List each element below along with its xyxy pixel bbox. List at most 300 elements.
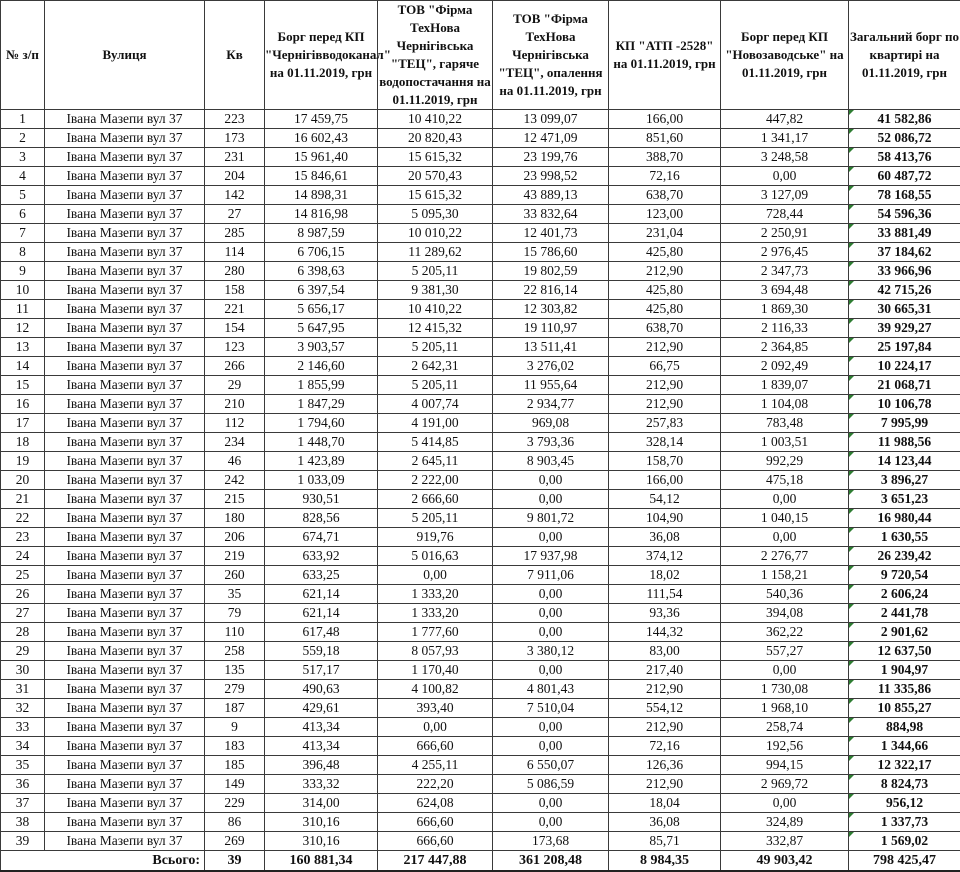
apartment-cell: 215 [205,490,265,509]
header-apartment: Кв [205,1,265,110]
novozavodske-cell: 0,00 [721,167,849,186]
total-cell: 26 239,42 [849,547,960,566]
header-vodokanal-debt: Борг перед КП "Чернігівводоканал" на 01.11.2019, грн [265,1,378,110]
row-number: 37 [1,794,45,813]
apartment-cell: 221 [205,300,265,319]
total-cell: 10 224,17 [849,357,960,376]
hot-water-cell: 0,00 [378,718,493,737]
novozavodske-cell: 992,29 [721,452,849,471]
hot-water-cell: 1 777,60 [378,623,493,642]
table-row [1,737,960,756]
total-cell: 956,12 [849,794,960,813]
apartment-cell: 204 [205,167,265,186]
apartment-cell: 112 [205,414,265,433]
atp-cell: 425,80 [609,300,721,319]
row-number: 6 [1,205,45,224]
row-number: 39 [1,832,45,851]
street-cell: Івана Мазепи вул 37 [45,528,205,547]
table-row [1,433,960,452]
atp-cell: 166,00 [609,110,721,129]
vodokanal-cell: 413,34 [265,737,378,756]
hot-water-cell: 10 410,22 [378,300,493,319]
table-row [1,243,960,262]
street-cell: Івана Мазепи вул 37 [45,357,205,376]
table-row [1,547,960,566]
hot-water-cell: 624,08 [378,794,493,813]
total-cell: 2 606,24 [849,585,960,604]
row-number: 35 [1,756,45,775]
novozavodske-cell: 1 839,07 [721,376,849,395]
apartment-cell: 242 [205,471,265,490]
hot-water-cell: 222,20 [378,775,493,794]
novozavodske-cell: 362,22 [721,623,849,642]
apartment-cell: 135 [205,661,265,680]
total-cell: 3 651,23 [849,490,960,509]
atp-cell: 166,00 [609,471,721,490]
street-cell: Івана Мазепи вул 37 [45,813,205,832]
row-number: 25 [1,566,45,585]
atp-cell: 104,90 [609,509,721,528]
atp-cell: 212,90 [609,775,721,794]
atp-cell: 257,83 [609,414,721,433]
heating-cell: 0,00 [493,794,609,813]
row-number: 7 [1,224,45,243]
table-row [1,604,960,623]
heating-cell: 23 199,76 [493,148,609,167]
novozavodske-cell: 258,74 [721,718,849,737]
atp-cell: 158,70 [609,452,721,471]
novozavodske-cell: 3 248,58 [721,148,849,167]
row-number: 1 [1,110,45,129]
heating-cell: 43 889,13 [493,186,609,205]
apartment-cell: 35 [205,585,265,604]
table-row [1,224,960,243]
heating-cell: 969,08 [493,414,609,433]
apartment-cell: 231 [205,148,265,167]
row-number: 8 [1,243,45,262]
vodokanal-cell: 6 397,54 [265,281,378,300]
atp-cell: 212,90 [609,718,721,737]
novozavodske-cell: 394,08 [721,604,849,623]
street-cell: Івана Мазепи вул 37 [45,604,205,623]
row-number: 2 [1,129,45,148]
vodokanal-cell: 15 846,61 [265,167,378,186]
apartment-cell: 9 [205,718,265,737]
total-cell: 16 980,44 [849,509,960,528]
novozavodske-cell: 1 341,17 [721,129,849,148]
hot-water-cell: 10 010,22 [378,224,493,243]
vodokanal-cell: 14 898,31 [265,186,378,205]
row-number: 17 [1,414,45,433]
hot-water-cell: 8 057,93 [378,642,493,661]
street-cell: Івана Мазепи вул 37 [45,642,205,661]
street-cell: Івана Мазепи вул 37 [45,623,205,642]
table-row [1,832,960,851]
atp-cell: 66,75 [609,357,721,376]
total-cell: 60 487,72 [849,167,960,186]
summary-total: 798 425,47 [849,851,960,872]
vodokanal-cell: 310,16 [265,813,378,832]
vodokanal-cell: 1 423,89 [265,452,378,471]
row-number: 30 [1,661,45,680]
atp-cell: 212,90 [609,395,721,414]
hot-water-cell: 10 410,22 [378,110,493,129]
heating-cell: 9 801,72 [493,509,609,528]
total-cell: 9 720,54 [849,566,960,585]
vodokanal-cell: 14 816,98 [265,205,378,224]
heating-cell: 4 801,43 [493,680,609,699]
apartment-cell: 285 [205,224,265,243]
street-cell: Івана Мазепи вул 37 [45,661,205,680]
atp-cell: 425,80 [609,281,721,300]
hot-water-cell: 5 205,11 [378,509,493,528]
heating-cell: 3 276,02 [493,357,609,376]
atp-cell: 83,00 [609,642,721,661]
vodokanal-cell: 1 033,09 [265,471,378,490]
total-cell: 25 197,84 [849,338,960,357]
apartment-cell: 79 [205,604,265,623]
hot-water-cell: 11 289,62 [378,243,493,262]
apartment-cell: 223 [205,110,265,129]
apartment-cell: 266 [205,357,265,376]
vodokanal-cell: 1 448,70 [265,433,378,452]
novozavodske-cell: 783,48 [721,414,849,433]
apartment-cell: 142 [205,186,265,205]
vodokanal-cell: 333,32 [265,775,378,794]
street-cell: Івана Мазепи вул 37 [45,167,205,186]
novozavodske-cell: 2 250,91 [721,224,849,243]
atp-cell: 212,90 [609,338,721,357]
total-cell: 21 068,71 [849,376,960,395]
novozavodske-cell: 1 104,08 [721,395,849,414]
apartment-cell: 46 [205,452,265,471]
vodokanal-cell: 15 961,40 [265,148,378,167]
heating-cell: 2 934,77 [493,395,609,414]
street-cell: Івана Мазепи вул 37 [45,566,205,585]
heating-cell: 0,00 [493,718,609,737]
total-cell: 52 086,72 [849,129,960,148]
apartment-cell: 180 [205,509,265,528]
total-cell: 1 569,02 [849,832,960,851]
table-row [1,585,960,604]
vodokanal-cell: 490,63 [265,680,378,699]
row-number: 13 [1,338,45,357]
row-number: 21 [1,490,45,509]
atp-cell: 85,71 [609,832,721,851]
vodokanal-cell: 8 987,59 [265,224,378,243]
street-cell: Івана Мазепи вул 37 [45,452,205,471]
hot-water-cell: 2 642,31 [378,357,493,376]
row-number: 34 [1,737,45,756]
total-cell: 8 824,73 [849,775,960,794]
table-row [1,148,960,167]
novozavodske-cell: 557,27 [721,642,849,661]
atp-cell: 212,90 [609,680,721,699]
row-number: 36 [1,775,45,794]
heating-cell: 15 786,60 [493,243,609,262]
novozavodske-cell: 1 730,08 [721,680,849,699]
street-cell: Івана Мазепи вул 37 [45,794,205,813]
table-row [1,300,960,319]
table-row [1,794,960,813]
atp-cell: 126,36 [609,756,721,775]
atp-cell: 18,04 [609,794,721,813]
table-row [1,395,960,414]
total-cell: 884,98 [849,718,960,737]
table-row [1,281,960,300]
vodokanal-cell: 429,61 [265,699,378,718]
street-cell: Івана Мазепи вул 37 [45,737,205,756]
hot-water-cell: 666,60 [378,832,493,851]
header-atp-debt: КП "АТП -2528" на 01.11.2019, грн [609,1,721,110]
table-row [1,452,960,471]
atp-cell: 328,14 [609,433,721,452]
apartment-cell: 210 [205,395,265,414]
heating-cell: 0,00 [493,585,609,604]
hot-water-cell: 15 615,32 [378,186,493,205]
total-cell: 1 344,66 [849,737,960,756]
total-cell: 2 441,78 [849,604,960,623]
total-cell: 14 123,44 [849,452,960,471]
heating-cell: 33 832,64 [493,205,609,224]
apartment-cell: 280 [205,262,265,281]
table-row [1,338,960,357]
street-cell: Івана Мазепи вул 37 [45,699,205,718]
atp-cell: 54,12 [609,490,721,509]
summary-label: Всього: [1,851,205,872]
street-cell: Івана Мазепи вул 37 [45,129,205,148]
atp-cell: 851,60 [609,129,721,148]
novozavodske-cell: 192,56 [721,737,849,756]
summary-vodokanal: 160 881,34 [265,851,378,872]
hot-water-cell: 1 333,20 [378,604,493,623]
atp-cell: 638,70 [609,186,721,205]
heating-cell: 3 793,36 [493,433,609,452]
hot-water-cell: 12 415,32 [378,319,493,338]
heating-cell: 17 937,98 [493,547,609,566]
total-cell: 37 184,62 [849,243,960,262]
header-heating-debt: ТОВ "Фірма ТехНова Чернігівська "ТЕЦ", опалення на 01.11.2019, грн [493,1,609,110]
total-cell: 11 988,56 [849,433,960,452]
summary-apartment-count: 39 [205,851,265,872]
total-cell: 3 896,27 [849,471,960,490]
apartment-cell: 183 [205,737,265,756]
hot-water-cell: 2 645,11 [378,452,493,471]
street-cell: Івана Мазепи вул 37 [45,585,205,604]
table-row [1,471,960,490]
table-row [1,718,960,737]
street-cell: Івана Мазепи вул 37 [45,471,205,490]
street-cell: Івана Мазепи вул 37 [45,547,205,566]
heating-cell: 13 099,07 [493,110,609,129]
heating-cell: 7 911,06 [493,566,609,585]
vodokanal-cell: 621,14 [265,604,378,623]
header-street: Вулиця [45,1,205,110]
table-row [1,509,960,528]
heating-cell: 19 802,59 [493,262,609,281]
total-cell: 39 929,27 [849,319,960,338]
vodokanal-cell: 1 847,29 [265,395,378,414]
street-cell: Івана Мазепи вул 37 [45,756,205,775]
atp-cell: 212,90 [609,262,721,281]
table-row [1,661,960,680]
apartment-cell: 187 [205,699,265,718]
row-number: 4 [1,167,45,186]
atp-cell: 638,70 [609,319,721,338]
total-cell: 41 582,86 [849,110,960,129]
apartment-cell: 154 [205,319,265,338]
total-cell: 30 665,31 [849,300,960,319]
table-row [1,319,960,338]
table-row [1,775,960,794]
header-number: № з/п [1,1,45,110]
row-number: 10 [1,281,45,300]
atp-cell: 554,12 [609,699,721,718]
heating-cell: 3 380,12 [493,642,609,661]
atp-cell: 425,80 [609,243,721,262]
hot-water-cell: 5 016,63 [378,547,493,566]
street-cell: Івана Мазепи вул 37 [45,376,205,395]
street-cell: Івана Мазепи вул 37 [45,832,205,851]
street-cell: Івана Мазепи вул 37 [45,224,205,243]
novozavodske-cell: 447,82 [721,110,849,129]
street-cell: Івана Мазепи вул 37 [45,490,205,509]
header-total-debt: Загальний борг по квартирі на 01.11.2019, грн [849,1,960,110]
vodokanal-cell: 17 459,75 [265,110,378,129]
hot-water-cell: 4 255,11 [378,756,493,775]
table-body [1,110,960,851]
table-row [1,623,960,642]
vodokanal-cell: 633,25 [265,566,378,585]
novozavodske-cell: 3 694,48 [721,281,849,300]
street-cell: Івана Мазепи вул 37 [45,319,205,338]
hot-water-cell: 20 570,43 [378,167,493,186]
atp-cell: 217,40 [609,661,721,680]
street-cell: Івана Мазепи вул 37 [45,110,205,129]
summary-atp: 8 984,35 [609,851,721,872]
total-cell: 11 335,86 [849,680,960,699]
row-number: 18 [1,433,45,452]
novozavodske-cell: 994,15 [721,756,849,775]
novozavodske-cell: 1 040,15 [721,509,849,528]
table-row [1,528,960,547]
total-cell: 78 168,55 [849,186,960,205]
apartment-cell: 269 [205,832,265,851]
hot-water-cell: 5 095,30 [378,205,493,224]
row-number: 27 [1,604,45,623]
heating-cell: 0,00 [493,604,609,623]
row-number: 31 [1,680,45,699]
hot-water-cell: 666,60 [378,737,493,756]
novozavodske-cell: 2 976,45 [721,243,849,262]
heating-cell: 13 511,41 [493,338,609,357]
row-number: 38 [1,813,45,832]
apartment-cell: 279 [205,680,265,699]
total-cell: 1 337,73 [849,813,960,832]
total-cell: 7 995,99 [849,414,960,433]
total-cell: 1 630,55 [849,528,960,547]
row-number: 16 [1,395,45,414]
atp-cell: 374,12 [609,547,721,566]
atp-cell: 18,02 [609,566,721,585]
street-cell: Івана Мазепи вул 37 [45,243,205,262]
street-cell: Івана Мазепи вул 37 [45,338,205,357]
vodokanal-cell: 2 146,60 [265,357,378,376]
vodokanal-cell: 6 398,63 [265,262,378,281]
novozavodske-cell: 1 003,51 [721,433,849,452]
atp-cell: 36,08 [609,528,721,547]
total-cell: 33 881,49 [849,224,960,243]
novozavodske-cell: 2 969,72 [721,775,849,794]
apartment-cell: 158 [205,281,265,300]
vodokanal-cell: 6 706,15 [265,243,378,262]
row-number: 23 [1,528,45,547]
heating-cell: 8 903,45 [493,452,609,471]
atp-cell: 231,04 [609,224,721,243]
atp-cell: 93,36 [609,604,721,623]
street-cell: Івана Мазепи вул 37 [45,680,205,699]
apartment-cell: 86 [205,813,265,832]
street-cell: Івана Мазепи вул 37 [45,281,205,300]
row-number: 22 [1,509,45,528]
heating-cell: 12 471,09 [493,129,609,148]
hot-water-cell: 0,00 [378,566,493,585]
total-cell: 10 106,78 [849,395,960,414]
street-cell: Івана Мазепи вул 37 [45,186,205,205]
table-row [1,756,960,775]
street-cell: Івана Мазепи вул 37 [45,433,205,452]
heating-cell: 22 816,14 [493,281,609,300]
vodokanal-cell: 314,00 [265,794,378,813]
row-number: 20 [1,471,45,490]
total-cell: 2 901,62 [849,623,960,642]
total-cell: 12 637,50 [849,642,960,661]
row-number: 28 [1,623,45,642]
hot-water-cell: 393,40 [378,699,493,718]
atp-cell: 388,70 [609,148,721,167]
apartment-cell: 114 [205,243,265,262]
hot-water-cell: 2 222,00 [378,471,493,490]
hot-water-cell: 2 666,60 [378,490,493,509]
vodokanal-cell: 310,16 [265,832,378,851]
novozavodske-cell: 0,00 [721,794,849,813]
heating-cell: 0,00 [493,528,609,547]
atp-cell: 212,90 [609,376,721,395]
table-row [1,205,960,224]
hot-water-cell: 4 191,00 [378,414,493,433]
row-number: 29 [1,642,45,661]
row-number: 33 [1,718,45,737]
row-number: 14 [1,357,45,376]
table-row [1,376,960,395]
row-number: 3 [1,148,45,167]
total-cell: 54 596,36 [849,205,960,224]
header-hot-water-debt: ТОВ "Фірма ТехНова Чернігівська "ТЕЦ", гаряче водопостачання на 01.11.2019, грн [378,1,493,110]
heating-cell: 23 998,52 [493,167,609,186]
row-number: 11 [1,300,45,319]
novozavodske-cell: 0,00 [721,661,849,680]
heating-cell: 19 110,97 [493,319,609,338]
table-row [1,167,960,186]
apartment-cell: 234 [205,433,265,452]
heating-cell: 12 401,73 [493,224,609,243]
row-number: 15 [1,376,45,395]
hot-water-cell: 1 333,20 [378,585,493,604]
table-row [1,414,960,433]
summary-row [1,851,960,872]
novozavodske-cell: 540,36 [721,585,849,604]
novozavodske-cell: 728,44 [721,205,849,224]
